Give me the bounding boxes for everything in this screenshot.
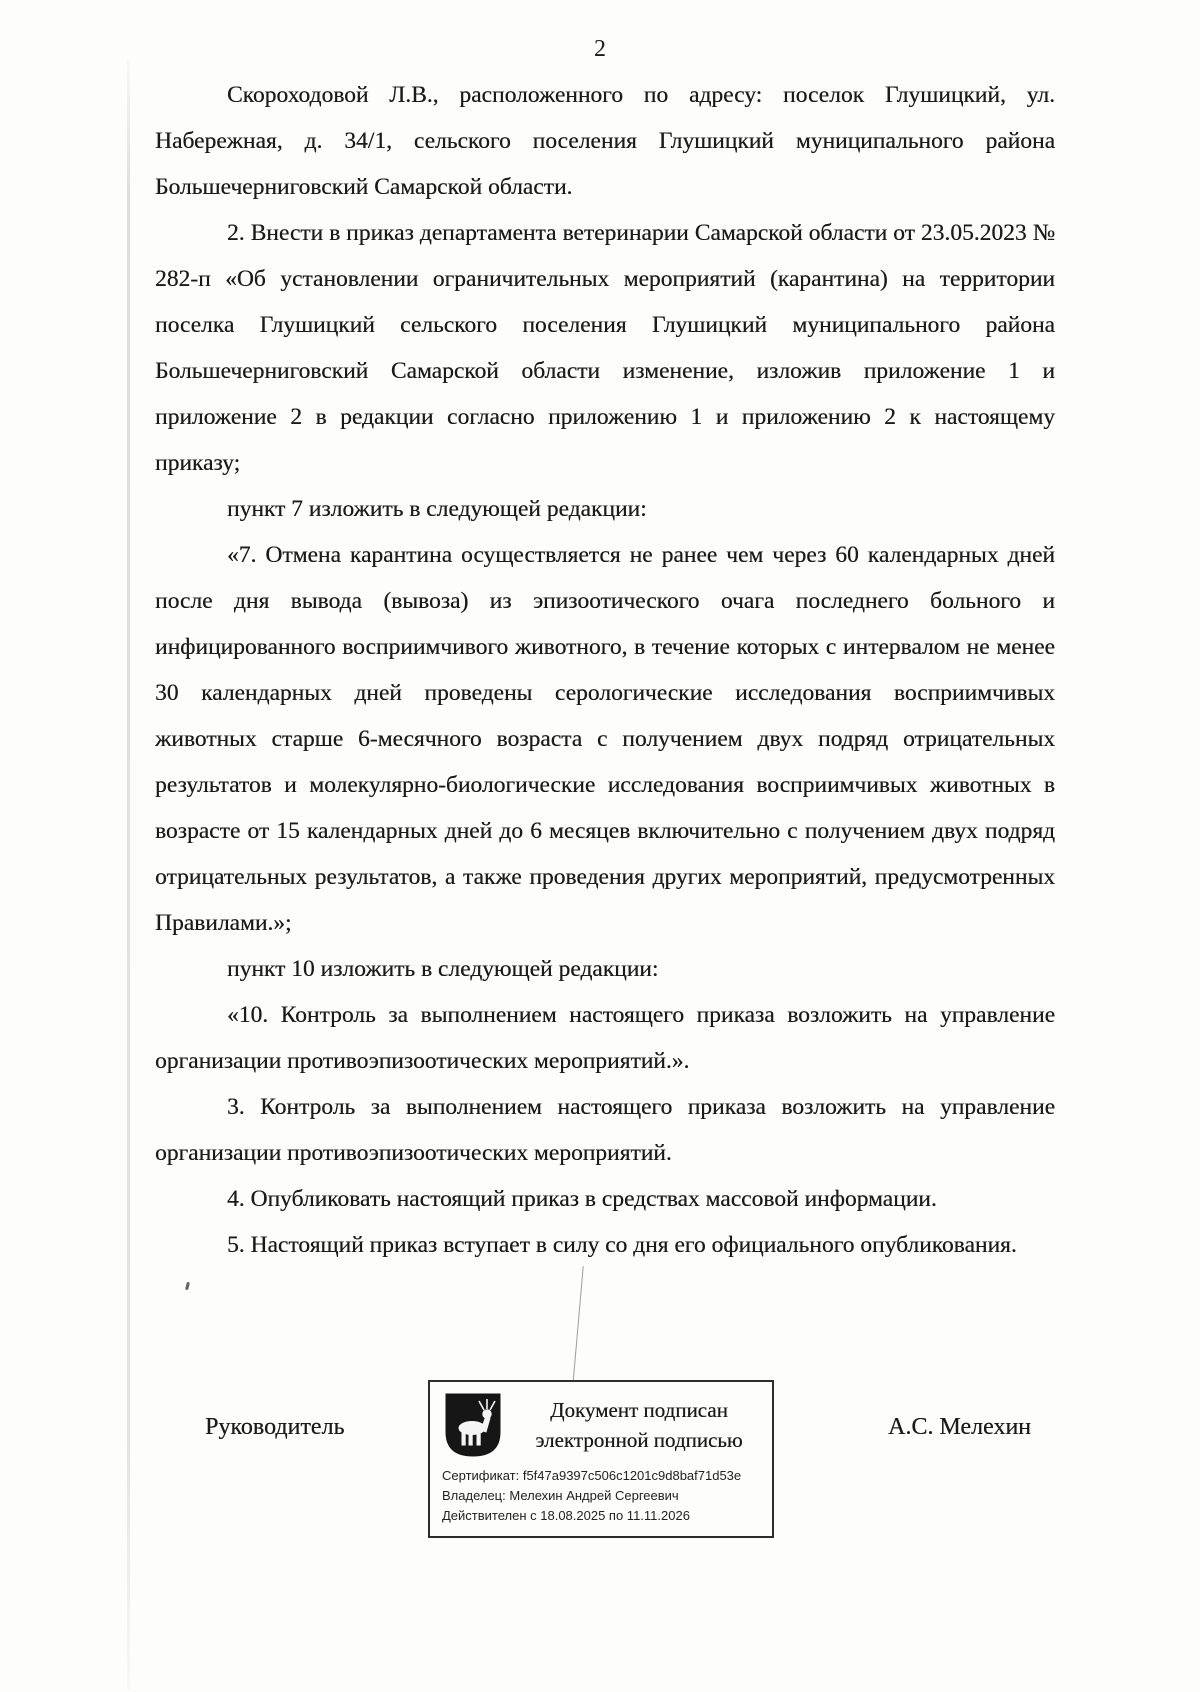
- coat-of-arms-icon: [444, 1392, 502, 1458]
- para-item-5-effective: 5. Настоящий приказ вступает в силу со дня его официального опубликования.: [227, 1232, 1017, 1258]
- stamp-validity: Действителен с 18.08.2025 по 11.11.2026: [442, 1508, 690, 1523]
- para-point10-text: «10. Контроль за выполнением настоящего приказа возложить на управление организации противоэпизоотических мероприятий.».: [155, 1002, 1055, 1074]
- scan-artifact-crease: [571, 1266, 584, 1398]
- stamp-certificate: Сертификат: f5f47a9397c506c1201c9d8baf71d53e: [442, 1468, 742, 1483]
- stamp-header: [440, 1390, 762, 1466]
- document-body: [155, 72, 1055, 1268]
- stamp-title: [518, 1395, 760, 1455]
- stamp-details: [440, 1466, 762, 1526]
- para-continuation-address: Скороходовой Л.В., расположенного по адресу: поселок Глушицкий, ул. Набережная, д. 34/1, сельского поселения Глушицкий муниципального района Большечерниговский Самарской области.: [155, 82, 1055, 200]
- scan-artifact-speck: [185, 1282, 190, 1290]
- para-item-2-amendment: 2. Внести в приказ департамента ветеринарии Самарской области от 23.05.2023 № 282-п «Об установлении ограничительных мероприятий (карантина) на территории поселка Глушицкий сельского поселения Глушицкий муниципального района Большечерниговский Самарской области изменение, изложив приложение 1 и приложение 2 в редакции согласно приложению 1 и приложению 2 к настоящему приказу;: [155, 220, 1055, 476]
- para-item-4-publish: 4. Опубликовать настоящий приказ в средствах массовой информации.: [227, 1186, 937, 1212]
- page-number: 2: [594, 36, 606, 62]
- para-point10-intro: пункт 10 изложить в следующей редакции:: [227, 956, 659, 982]
- stamp-title-line2: электронной подписью: [535, 1428, 743, 1452]
- stamp-title-line1: Документ подписан: [550, 1398, 728, 1422]
- para-point7-text: «7. Отмена карантина осуществляется не ранее чем через 60 календарных дней после дня вывода (вывоза) из эпизоотического очага последнего больного и инфицированного восприимчивого животного, в течение которых с интервалом не менее 30 календарных дней проведены серологические исследования восприимчивых животных старше 6-месячного возраста с получением двух подряд отрицательных результатов и молекулярно-биологические исследования восприимчивых животных в возрасте от 15 календарных дней до 6 месяцев включительно с получением двух подряд отрицательных результатов, а также проведения других мероприятий, предусмотренных Правилами.»;: [155, 542, 1055, 936]
- para-item-3-control: 3. Контроль за выполнением настоящего приказа возложить на управление организации противоэпизоотических мероприятий.: [155, 1094, 1055, 1166]
- signer-name: А.С. Мелехин: [888, 1414, 1032, 1440]
- signer-role-label: Руководитель: [205, 1414, 345, 1440]
- signature-block: [0, 1380, 1200, 1610]
- electronic-signature-stamp: [428, 1380, 774, 1538]
- para-point7-intro: пункт 7 изложить в следующей редакции:: [227, 496, 647, 522]
- stamp-owner: Владелец: Мелехин Андрей Сергеевич: [442, 1488, 679, 1503]
